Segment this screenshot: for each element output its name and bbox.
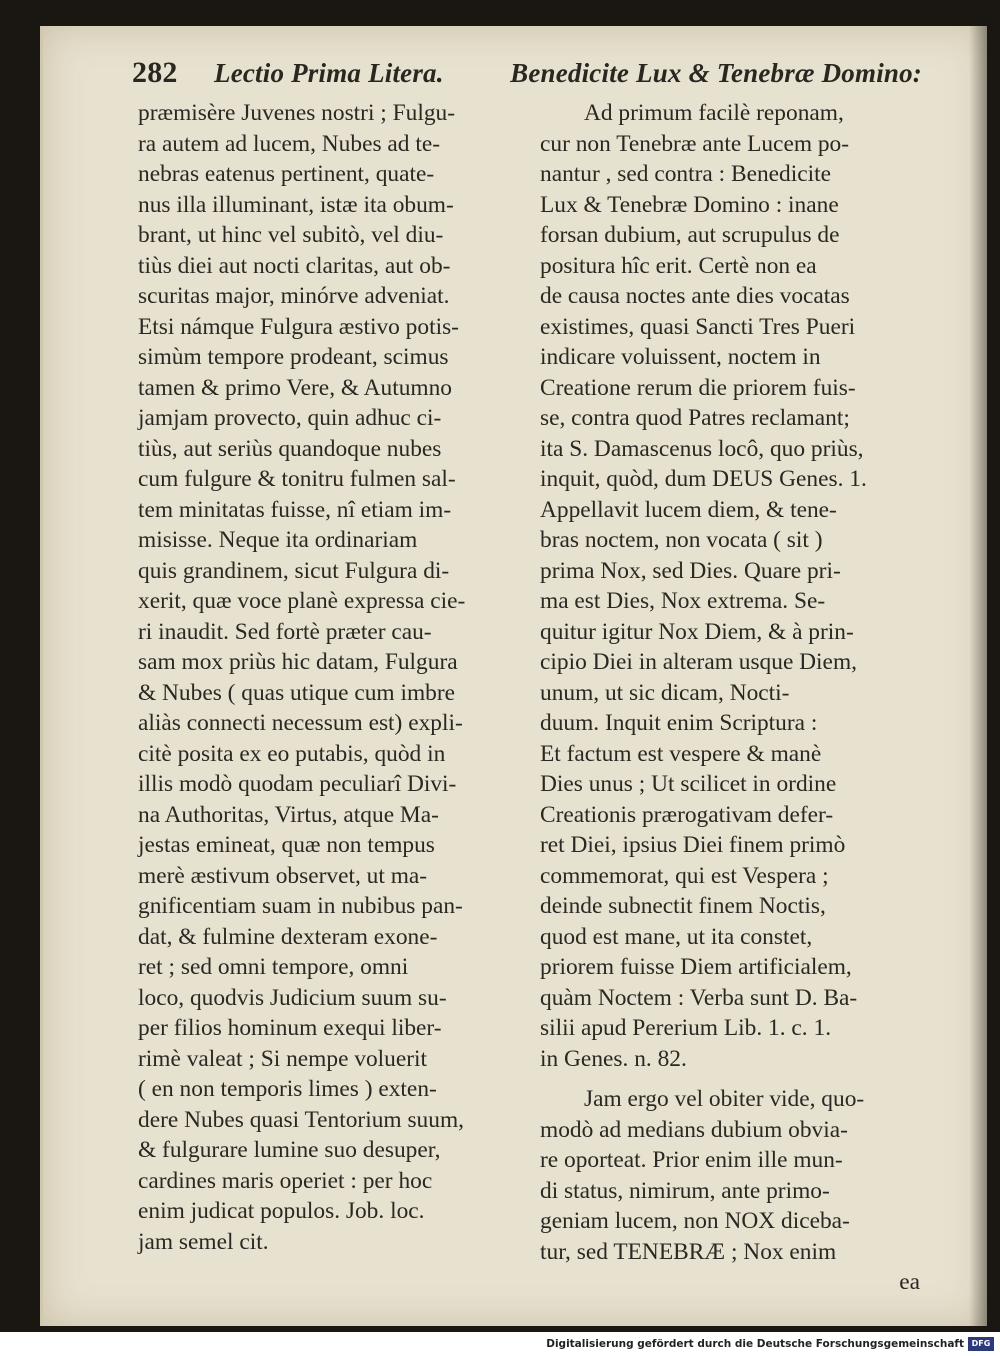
text-line [138, 464, 510, 495]
text-line [540, 922, 920, 953]
text-line-content: ( en non temporis limes ) exten- [138, 1076, 437, 1102]
text-line [138, 373, 510, 404]
text-line [138, 1044, 510, 1075]
text-line-content: misisse. Neque ita ordinariam [138, 527, 418, 553]
text-line-content: ra autem ad lucem, Nubes ad te- [138, 130, 440, 157]
text-line [138, 312, 510, 343]
text-line [138, 403, 510, 434]
text-line-content: de causa noctes ante dies vocatas [540, 283, 850, 309]
page-spine-shadow [969, 26, 987, 1326]
text-line-content: jamjam provecto, quin adhuc ci- [138, 405, 442, 431]
text-line-content: & fulgurare lumine suo desuper, [138, 1137, 441, 1163]
text-line-content: commemorat, qui est Vespera ; [540, 862, 829, 889]
text-line [540, 891, 920, 922]
text-line [138, 983, 510, 1014]
text-line [540, 556, 920, 587]
text-line-content: deinde subnectit finem Noctis, [540, 893, 826, 919]
text-line-content: existimes, quasi Sancti Tres Pueri [540, 313, 856, 340]
text-line [138, 952, 510, 983]
text-line-content: Creatione rerum die priorem fuis- [540, 374, 856, 401]
text-line-content: nebras eatenus pertinent, quate- [138, 161, 435, 187]
text-line [540, 617, 920, 648]
text-line-content: cardines maris operiet : per hoc [138, 1167, 433, 1194]
text-line [540, 1237, 920, 1268]
text-line [540, 830, 920, 861]
section-heading: Lectio Prima Litera. [214, 58, 444, 88]
text-line-content: brant, ut hinc vel subitò, vel diu- [138, 222, 444, 248]
text-line [138, 891, 510, 922]
text-line [138, 495, 510, 526]
text-line [138, 281, 510, 312]
text-line [540, 373, 920, 404]
text-line-content: Jam ergo vel obiter vide, quo- [584, 1086, 865, 1112]
catchword-line [540, 1267, 920, 1298]
text-line-content: dere Nubes quasi Tentorium suum, [138, 1106, 464, 1133]
text-line-content: cum fulgure & tonitru fulmen sal- [138, 466, 456, 492]
text-line [540, 495, 920, 526]
dfg-logo: DFG [968, 1337, 994, 1351]
text-line [138, 129, 510, 160]
text-line [138, 861, 510, 892]
text-line [540, 1084, 920, 1115]
text-line-content: ita S. Damascenus locô, quo priùs, [540, 435, 864, 462]
text-line [540, 1115, 920, 1146]
text-line-content: enim judicat populos. Job. loc. [138, 1198, 425, 1224]
text-line-content: quod est mane, ut ita constet, [540, 923, 813, 950]
text-line [540, 1206, 920, 1237]
text-line-content: gnificentiam suam in nubibus pan- [138, 893, 463, 919]
text-line [138, 434, 510, 465]
text-line [138, 830, 510, 861]
text-line-content: jestas emineat, quæ non tempus [138, 832, 435, 858]
page-number: 282 [132, 56, 178, 89]
text-line-content: bras noctem, non vocata ( sit ) [540, 527, 823, 553]
text-line-content: in Genes. n. 82. [540, 1045, 687, 1072]
text-line [540, 739, 920, 770]
text-line-content: rimè valeat ; Si nempe voluerit [138, 1045, 428, 1072]
text-line-content: positura hîc erit. Certè non ea [540, 252, 817, 279]
text-line-content: di status, nimirum, ante primo- [540, 1177, 830, 1204]
text-line-content: inquit, quòd, dum DEUS Genes. 1. [540, 466, 867, 492]
text-line-content: Ad primum facilè reponam, [584, 100, 844, 126]
text-line [138, 1105, 510, 1136]
text-line [540, 952, 920, 983]
text-line-content: tamen & primo Vere, & Autumno [138, 374, 453, 401]
text-line [540, 647, 920, 678]
text-line-content: merè æstivum observet, ut ma- [138, 862, 428, 889]
text-line-content: & Nubes ( quas utique cum imbre [138, 679, 456, 706]
text-line [540, 251, 920, 282]
text-line-content: aliàs connecti necessum est) expli- [138, 710, 463, 736]
text-line [138, 922, 510, 953]
text-line-content: tem minitatas fuisse, nî etiam im- [138, 496, 452, 523]
text-line [138, 251, 510, 282]
text-line [540, 1044, 920, 1075]
text-line [540, 769, 920, 800]
text-line-content: modò ad medians dubium obvia- [540, 1116, 848, 1143]
text-line [540, 281, 920, 312]
text-line-content: ret Diei, ipsius Diei finem primò [540, 832, 846, 858]
text-line-content: priorem fuisse Diem artificialem, [540, 954, 852, 980]
text-line-content: unum, ut sic dicam, Nocti- [540, 679, 790, 706]
text-line-content: quis grandinem, sicut Fulgura di- [138, 557, 450, 584]
text-line-content: dat, & fulmine dexteram exone- [138, 923, 438, 950]
text-line [540, 525, 920, 556]
text-line-content: scuritas major, minórve adveniat. [138, 283, 450, 309]
text-line [540, 129, 920, 160]
text-line [138, 678, 510, 709]
text-line-content: geniam lucem, non NOX diceba- [540, 1208, 850, 1234]
text-line-content: sam mox priùs hic datam, Fulgura [138, 649, 458, 675]
text-line-content: xerit, quæ voce planè expressa cie- [138, 588, 466, 614]
text-line-content: cur non Tenebræ ante Lucem po- [540, 130, 850, 157]
text-line-content: quàm Noctem : Verba sunt D. Ba- [540, 984, 858, 1011]
text-line-content: ret ; sed omni tempore, omni [138, 954, 409, 980]
running-head [132, 56, 922, 100]
text-line-content: jam semel cit. [138, 1228, 269, 1255]
text-line-content: Appellavit lucem diem, & tene- [540, 496, 837, 523]
text-line [540, 983, 920, 1014]
text-line-content: tur, sed TENEBRÆ ; Nox enim [540, 1238, 837, 1265]
text-line [138, 617, 510, 648]
text-line-content: forsan dubium, aut scrupulus de [540, 222, 840, 248]
text-line [138, 190, 510, 221]
text-line-content: cipio Diei in alteram usque Diem, [540, 649, 857, 675]
text-line-content: Et factum est vespere & manè [540, 740, 822, 767]
paragraph-gap [540, 1074, 920, 1084]
text-line [138, 769, 510, 800]
footer-bar [0, 1332, 1000, 1356]
text-line-content: simùm tempore prodeant, scimus [138, 344, 449, 370]
text-line-content: nus illa illuminant, istæ ita obum- [138, 191, 454, 218]
text-line-content: re oporteat. Prior enim ille mun- [540, 1147, 843, 1173]
text-line [138, 1227, 510, 1258]
text-line [138, 525, 510, 556]
text-line [138, 708, 510, 739]
text-line [138, 1166, 510, 1197]
right-text-column [540, 98, 920, 1298]
text-line [540, 190, 920, 221]
text-line [540, 403, 920, 434]
right-paragraph-1 [540, 98, 920, 1074]
text-line [138, 1074, 510, 1105]
text-line-content: prima Nox, sed Dies. Quare pri- [540, 557, 841, 584]
text-line-content: ma est Dies, Nox extrema. Se- [540, 588, 826, 614]
text-line [540, 861, 920, 892]
footer-credit: Digitalisierung gefördert durch die Deutsche Forschungsgemeinschaft [546, 1338, 964, 1350]
text-line [138, 800, 510, 831]
text-line-content: Etsi námque Fulgura æstivo potis- [138, 313, 459, 340]
text-line-content: præmisère Juvenes nostri ; Fulgu- [138, 100, 456, 126]
text-line [138, 342, 510, 373]
text-line [138, 1196, 510, 1227]
text-line-content: illis modò quodam peculiarî Divi- [138, 771, 457, 797]
text-line [540, 98, 920, 129]
text-line-content: tiùs diei aut nocti claritas, aut ob- [138, 252, 451, 279]
text-line [540, 586, 920, 617]
text-line-content: Lux & Tenebræ Domino : inane [540, 191, 839, 218]
text-line [138, 556, 510, 587]
text-line [540, 464, 920, 495]
text-line [540, 1013, 920, 1044]
text-line [540, 1145, 920, 1176]
text-line-content: Creationis prærogativam defer- [540, 801, 834, 828]
text-line [138, 739, 510, 770]
right-paragraph-2 [540, 1084, 920, 1267]
text-line-content: silii apud Pererium Lib. 1. c. 1. [540, 1015, 832, 1041]
text-line-content: quitur igitur Nox Diem, & à prin- [540, 618, 854, 645]
running-title: Benedicite Lux & Tenebræ Domino: [510, 58, 922, 88]
text-line [540, 312, 920, 343]
text-line-content: tiùs, aut seriùs quandoque nubes [138, 435, 442, 462]
text-line [138, 1135, 510, 1166]
text-line-content: indicare voluissent, noctem in [540, 344, 821, 370]
left-text-column [138, 98, 510, 1257]
text-line-content: se, contra quod Patres reclamant; [540, 405, 850, 431]
text-line [540, 678, 920, 709]
text-line [540, 800, 920, 831]
text-line [540, 159, 920, 190]
text-line [138, 220, 510, 251]
text-line-content: loco, quodvis Judicium suum su- [138, 984, 447, 1011]
text-line-content: citè posita ex eo putabis, quòd in [138, 740, 446, 767]
text-line-content: duum. Inquit enim Scriptura : [540, 710, 818, 736]
text-line [138, 586, 510, 617]
text-line [138, 1013, 510, 1044]
text-line-content: ri inaudit. Sed fortè præter cau- [138, 618, 432, 645]
text-line [540, 342, 920, 373]
text-line [540, 220, 920, 251]
text-line [138, 647, 510, 678]
text-line [138, 159, 510, 190]
text-line-content: Dies unus ; Ut scilicet in ordine [540, 771, 837, 797]
text-line-content: nantur , sed contra : Benedicite [540, 161, 831, 187]
text-line-content: per filios hominum exequi liber- [138, 1015, 442, 1041]
text-line [540, 434, 920, 465]
text-line [540, 1176, 920, 1207]
text-line-content: na Authoritas, Virtus, atque Ma- [138, 801, 439, 828]
text-line [540, 708, 920, 739]
catchword: ea [899, 1269, 920, 1295]
text-line [138, 98, 510, 129]
